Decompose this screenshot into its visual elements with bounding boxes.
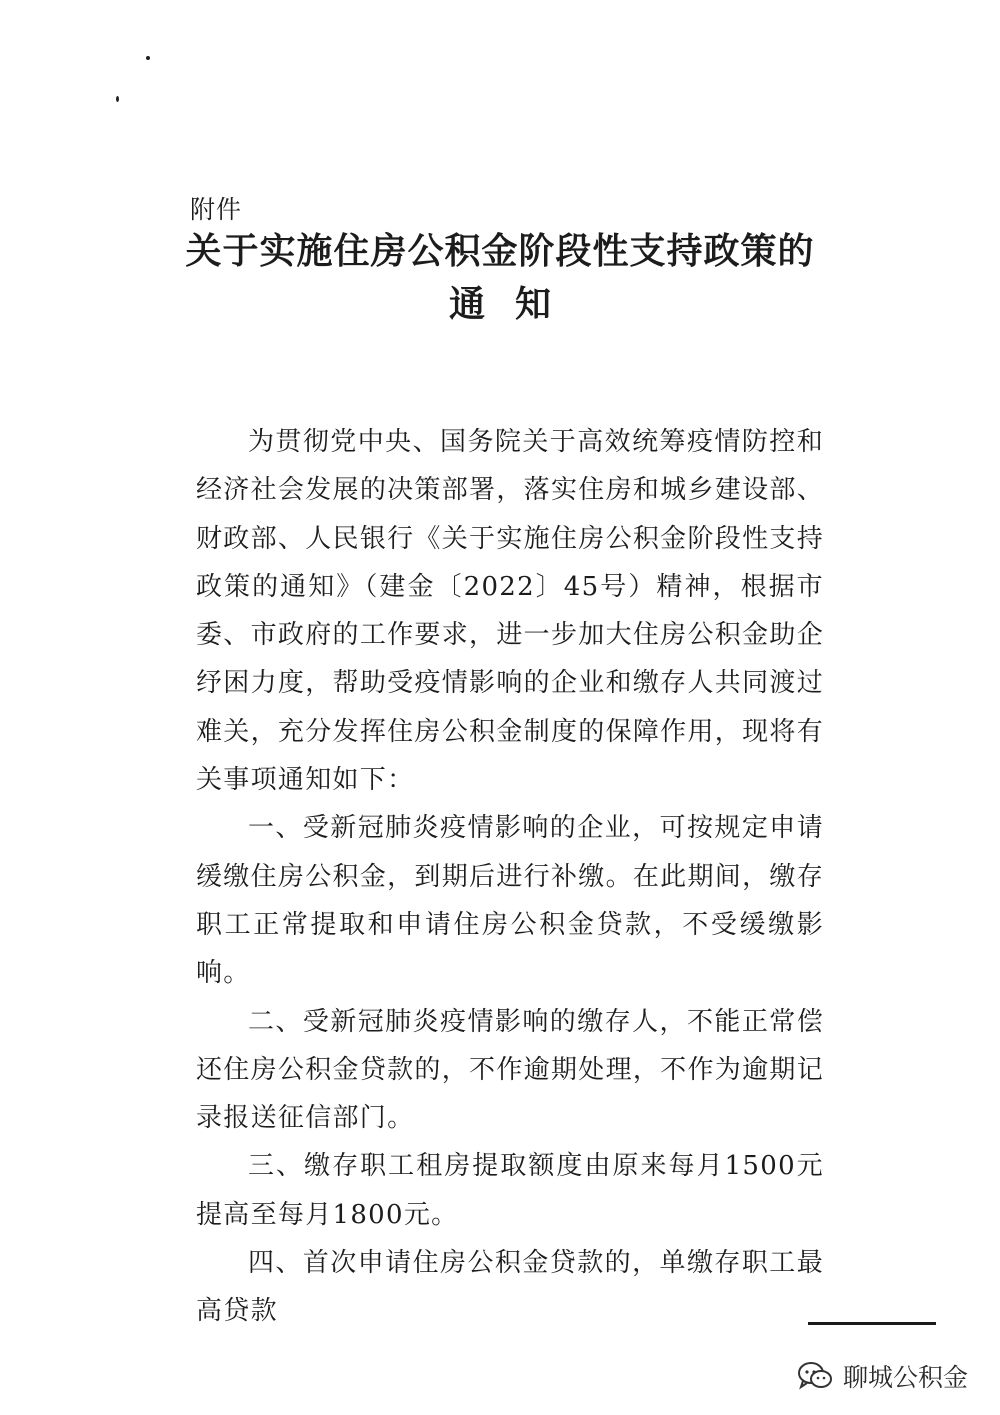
watermark [797,1356,968,1396]
scan-speck [146,56,150,60]
scan-speck [116,96,119,102]
document-body [196,418,824,1336]
watermark-text: 聊城公积金 [842,1363,968,1392]
body-paragraph: 一、受新冠肺炎疫情影响的企业，可按规定申请缓缴住房公积金，到期后进行补缴。在此期间，缴存职工正常提取和申请住房公积金贷款，不受缓缴影响。 [196,813,824,989]
attachment-label: 附件 [190,195,243,224]
document-title: 关于实施住房公积金阶段性支持政策的 [185,230,815,272]
body-paragraph: 为贯彻党中央、国务院关于高效统筹疫情防控和经济社会发展的决策部署，落实住房和城乡建设部、财政部、人民银行《关于实施住房公积金阶段性支持政策的通知》（建金〔2022〕45号）精神，根据市委、市政府的工作要求，进一步加大住房公积金助企纾困力度，帮助受疫情影响的企业和缴存人共同渡过难关，充分发挥住房公积金制度的保障作用，现将有关事项通知如下： [196,427,824,796]
body-paragraph: 三、缴存职工租房提取额度由原来每月1500元提高至每月1800元。 [196,1151,824,1230]
body-paragraph: 二、受新冠肺炎疫情影响的缴存人，不能正常偿还住房公积金贷款的，不作逾期处理，不作为逾期记录报送征信部门。 [196,1006,824,1134]
document-title-notice: 通知 [448,283,581,325]
wechat-icon [797,1361,833,1391]
body-paragraph: 四、首次申请住房公积金贷款的，单缴存职工最高贷款 [196,1248,824,1327]
footer-rule [808,1322,936,1325]
